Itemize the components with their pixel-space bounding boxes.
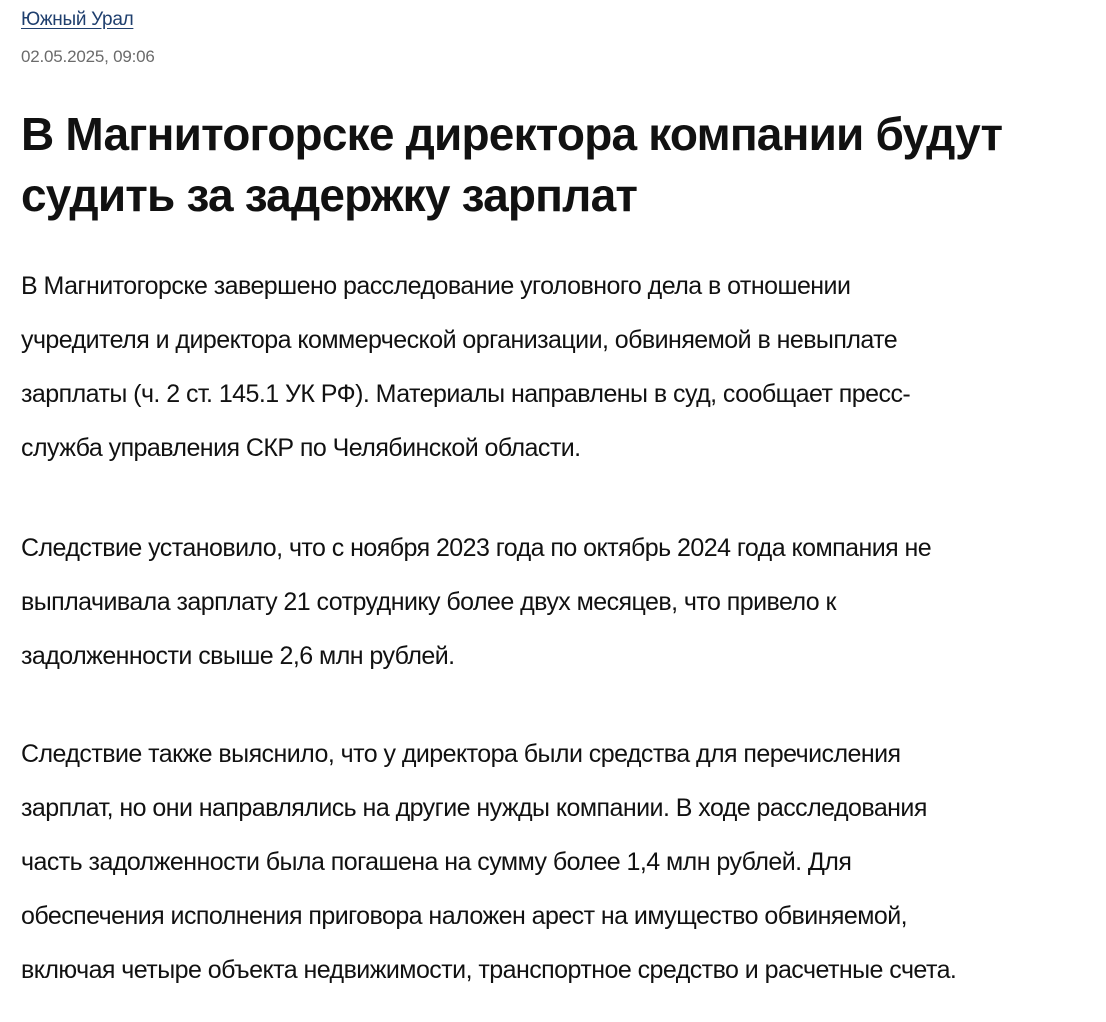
region-link[interactable]: Южный Урал <box>21 9 134 30</box>
paragraph-line: обеспечения исполнения приговора наложен арест на имущество обвиняемой, <box>21 902 908 930</box>
paragraph-line: зарплаты (ч. 2 ст. 145.1 УК РФ). Материалы направлены в суд, сообщает пресс- <box>21 380 911 408</box>
paragraph-line: Следствие также выяснило, что у директора были средства для перечисления <box>21 740 901 768</box>
paragraph-line: Следствие установило, что с ноября 2023 года по октябрь 2024 года компания не <box>21 534 932 562</box>
paragraph-line: включая четыре объекта недвижимости, транспортное средство и расчетные счета. <box>21 956 957 984</box>
article-title-line: судить за задержку зарплат <box>21 169 638 221</box>
article-title-line: В Магнитогорске директора компании будут <box>21 108 1003 160</box>
paragraph-line: задолженности свыше 2,6 млн рублей. <box>21 642 455 670</box>
article-title <box>21 104 1101 226</box>
article-paragraph <box>21 259 1106 475</box>
publish-date: 02.05.2025, 09:06 <box>21 47 155 66</box>
article-paragraph <box>21 727 1106 997</box>
paragraph-line: учредителя и директора коммерческой организации, обвиняемой в невыплате <box>21 326 898 354</box>
paragraph-line: зарплат, но они направлялись на другие нужды компании. В ходе расследования <box>21 794 927 822</box>
article-paragraph <box>21 521 1106 683</box>
paragraph-line: В Магнитогорске завершено расследование уголовного дела в отношении <box>21 272 851 300</box>
paragraph-line: служба управления СКР по Челябинской области. <box>21 434 581 462</box>
paragraph-line: выплачивала зарплату 21 сотруднику более двух месяцев, что привело к <box>21 588 836 616</box>
paragraph-line: часть задолженности была погашена на сумму более 1,4 млн рублей. Для <box>21 848 852 876</box>
